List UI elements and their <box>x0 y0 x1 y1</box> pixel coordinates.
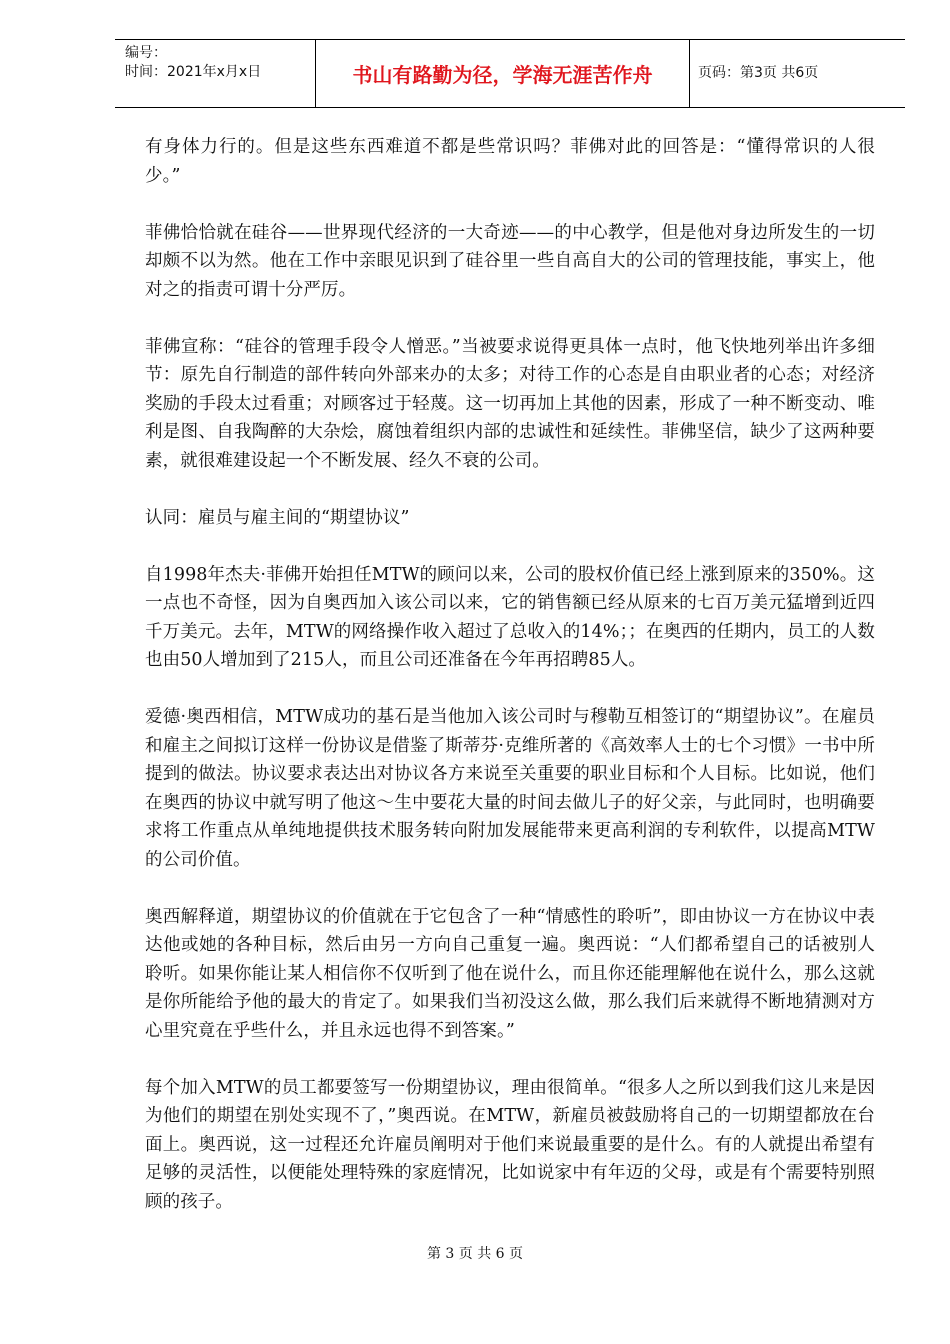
page-footer: 第 3 页 共 6 页 <box>426 1246 524 1262</box>
paragraph: 自1998年杰夫·菲佛开始担任MTW的顾问以来，公司的股权价值已经上涨到原来的350%。这一点也不奇怪，因为自奥西加入该公司以来，它的销售额已经从原来的七百万美元猛增到近四千万美元。去年，MTW的网络操作收入超过了总收入的14%；；在奥西的任期内，员工的人数也由50人增加到了215人，而且公司还准备在今年再招聘85人。 <box>145 564 875 670</box>
time-label: 时间：2021年x月x日 <box>125 64 262 80</box>
header-motto-cell <box>315 40 690 107</box>
number-label: 编号： <box>125 45 167 61</box>
header-meta-cell <box>115 40 315 107</box>
paragraph: 爱德·奥西相信，MTW成功的基石是当他加入该公司时与穆勒互相签订的“期望协议”。在雇员和雇主之间拟订这样一份协议是借鉴了斯蒂芬·克维所著的《高效率人士的七个习惯》一书中所提到的做法。协议要求表达出对协议各方来说至关重要的职业目标和个人目标。比如说，他们在奥西的协议中就写明了他这～生中要花大量的时间去做儿子的好父亲，与此同时，也明确要求将工作重点从单纯地提供技术服务转向附加发展能带来更高利润的专利软件，以提高MTW的公司价值。 <box>145 707 875 870</box>
section-heading: 认同：雇员与雇主间的“期望协议” <box>145 507 410 528</box>
page-info: 页码：第3页 共6页 <box>698 65 819 81</box>
document-header <box>115 39 905 108</box>
paragraph: 有身体力行的。但是这些东西难道不都是些常识吗？菲佛对此的回答是：“懂得常识的人很少。” <box>145 137 875 186</box>
paragraph: 每个加入MTW的员工都要签写一份期望协议，理由很简单。“很多人之所以到我们这儿来是因为他们的期望在别处实现不了，”奥西说。在MTW，新雇员被鼓励将自己的一切期望都放在台面上。奥西说，这一过程还允许雇员阐明对于他们来说最重要的是什么。有的人就提出希望有足够的灵活性，以便能处理特殊的家庭情况，比如说家中有年迈的父母，或是有个需要特别照顾的孩子。 <box>145 1077 875 1212</box>
paragraph: 菲佛恰恰就在硅谷——世界现代经济的一大奇迹——的中心教学，但是他对身边所发生的一切却颇不以为然。他在工作中亲眼见识到了硅谷里一些自高自大的公司的管理技能，事实上，他对之的指责可谓十分严厉。 <box>145 222 875 300</box>
motto-text: 书山有路勤为径，学海无涯苦作舟 <box>352 63 653 87</box>
paragraph: 菲佛宣称：“硅谷的管理手段令人憎恶。”当被要求说得更具体一点时，他飞快地列举出许多细节：原先自行制造的部件转向外部来办的太多；对待工作的心态是自由职业者的心态；对经济奖励的手段太过看重；对顾客过于轻蔑。这一切再加上其他的因素，形成了一种不断变动、唯利是图、自我陶醉的大杂烩，腐蚀着组织内部的忠诚性和延续性。菲佛坚信，缺少了这两种要素，就很难建设起一个不断发展、经久不衰的公司。 <box>145 336 875 471</box>
header-page-cell <box>690 40 905 107</box>
paragraph: 奥西解释道，期望协议的价值就在于它包含了一种“情感性的聆听”，即由协议一方在协议中表达他或她的各种目标，然后由另一方向自己重复一遍。奥西说：“人们都希望自己的话被别人聆听。如果你能让某人相信你不仅听到了他在说什么，而且你还能理解他在说什么，那么这就是你所能给予他的最大的肯定了。如果我们当初没这么做，那么我们后来就得不断地猜测对方心里究竟在乎些什么，并且永远也得不到答案。” <box>145 906 875 1041</box>
document-body <box>145 133 875 1245</box>
